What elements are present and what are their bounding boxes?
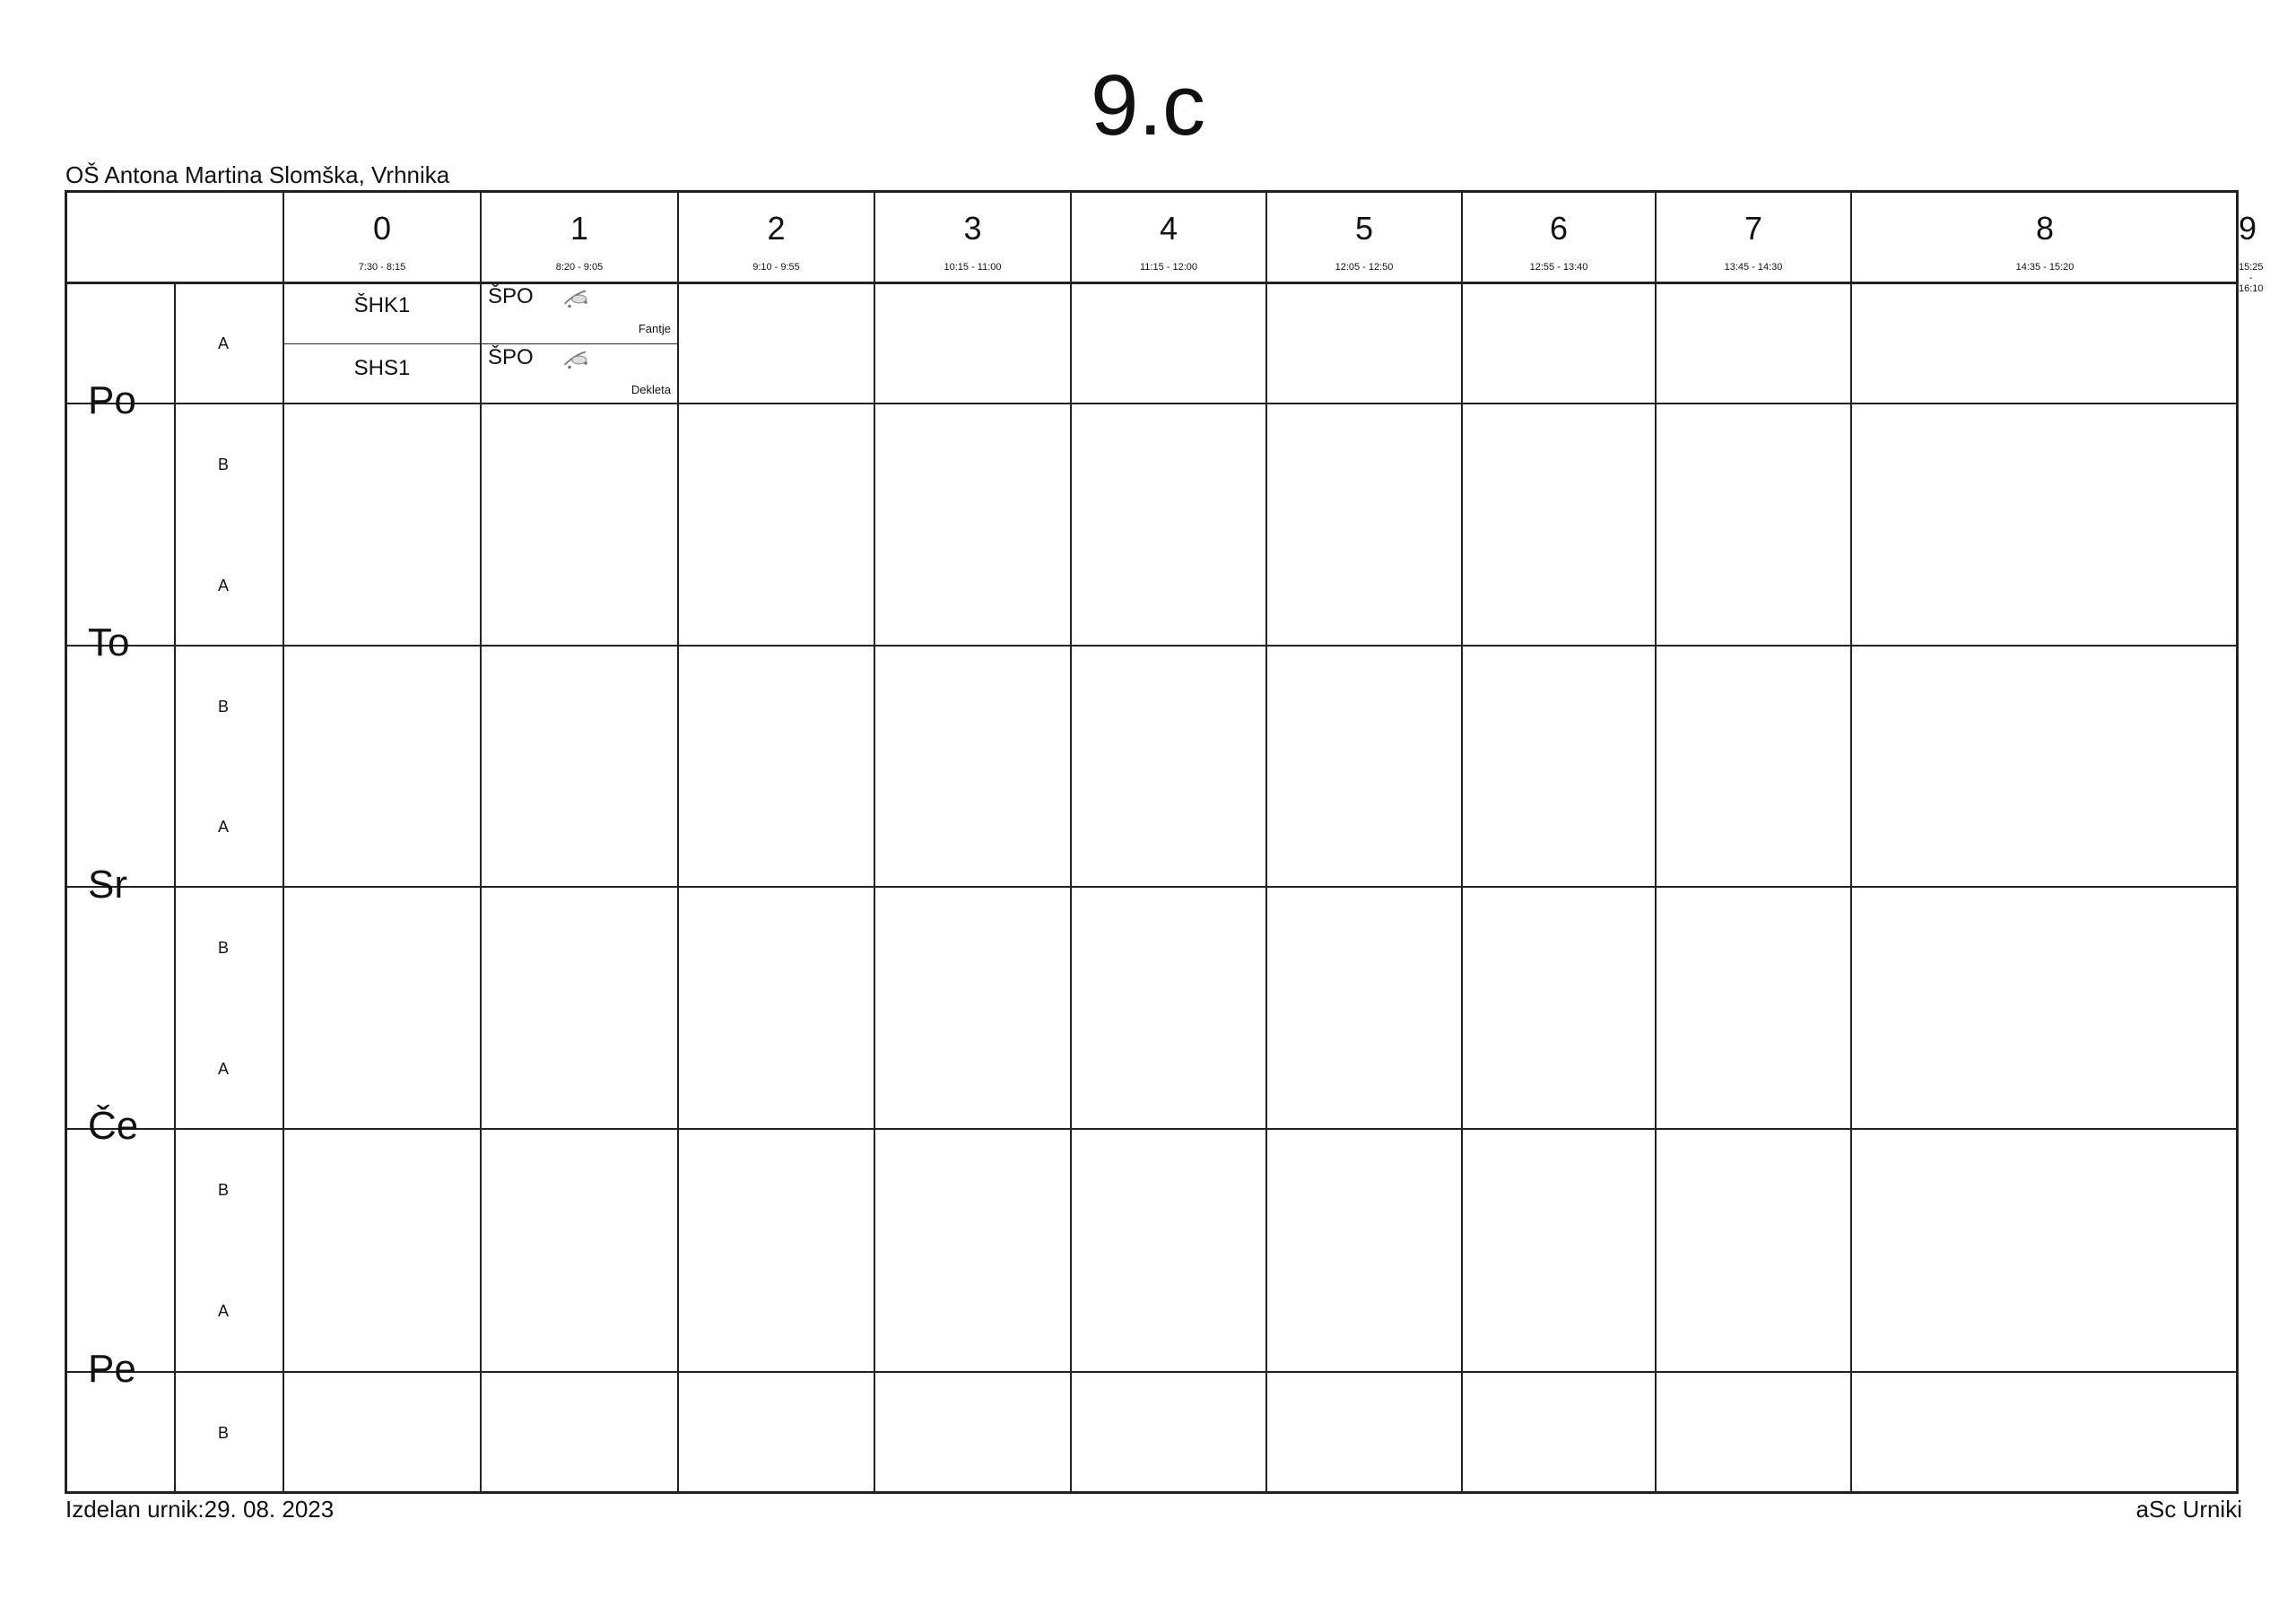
period-time: 9:10 - 9:55: [752, 262, 800, 273]
software-credit: aSc Urniki: [2135, 1496, 2242, 1523]
group-label: B: [218, 697, 230, 716]
period-number: 9: [2239, 210, 2257, 247]
grid-line: [874, 190, 875, 1494]
grid-line: [677, 190, 679, 1494]
created-date: Izdelan urnik:29. 08. 2023: [65, 1496, 335, 1523]
period-time: 12:05 - 12:50: [1335, 262, 1394, 273]
grid-line: [2236, 190, 2239, 1494]
group-label: B: [218, 455, 230, 473]
grid-line: [1461, 190, 1463, 1494]
period-number: 8: [2035, 210, 2055, 247]
grid-line: [65, 190, 67, 1494]
cell-label: Dekleta: [631, 382, 671, 396]
cell-label: Fantje: [638, 322, 671, 335]
period-time: 11:15 - 12:00: [1139, 262, 1197, 273]
grid-line: [283, 343, 481, 344]
period-number: 1: [570, 210, 589, 247]
class-title: 9.c: [1090, 57, 1206, 153]
group-label: A: [218, 334, 230, 352]
period-number: 5: [1354, 210, 1374, 247]
cell-label: SHS1: [353, 355, 411, 380]
period-time: 15:25 - 16:10: [2239, 262, 2264, 294]
skate-icon: [561, 286, 594, 315]
grid-line: [65, 282, 2239, 284]
period-number: 0: [372, 210, 392, 247]
group-label: A: [218, 1059, 230, 1078]
period-number: 2: [767, 210, 786, 247]
period-number: 7: [1744, 210, 1763, 247]
day-label: Po: [88, 378, 136, 422]
grid-line: [174, 282, 176, 1494]
grid-line: [65, 1491, 2239, 1494]
grid-line: [1265, 190, 1267, 1494]
grid-line: [481, 343, 678, 344]
group-label: B: [218, 1180, 230, 1199]
grid-line: [175, 645, 2239, 646]
group-label: B: [218, 938, 230, 957]
cell-label: ŠPO: [488, 344, 534, 369]
day-label: Če: [88, 1104, 139, 1148]
grid-line: [175, 1371, 2239, 1372]
grid-line: [283, 190, 284, 1494]
day-label: To: [88, 621, 130, 664]
day-label: Pe: [88, 1347, 136, 1391]
period-number: 6: [1549, 210, 1569, 247]
grid-line: [1850, 190, 1852, 1494]
skate-icon: [561, 347, 594, 376]
cell-label: ŠHK1: [353, 293, 411, 317]
school-name: OŠ Antona Martina Slomška, Vrhnika: [65, 161, 450, 188]
grid-line: [175, 403, 2239, 404]
period-time: 13:45 - 14:30: [1724, 262, 1783, 273]
grid-line: [175, 1128, 2239, 1129]
grid-line: [175, 886, 2239, 887]
period-time: 8:20 - 9:05: [555, 262, 604, 273]
grid-line: [65, 190, 2239, 193]
cell-label: ŠPO: [488, 284, 534, 308]
group-label: A: [218, 576, 230, 595]
period-number: 3: [963, 210, 982, 247]
timetable-grid: [65, 190, 2264, 1494]
period-time: 14:35 - 15:20: [2015, 262, 2074, 273]
day-label: Sr: [88, 862, 127, 907]
group-label: B: [218, 1424, 230, 1442]
period-time: 12:55 - 13:40: [1529, 262, 1588, 273]
group-label: A: [218, 818, 230, 836]
grid-line: [1655, 190, 1657, 1494]
group-label: A: [218, 1302, 230, 1320]
period-time: 7:30 - 8:15: [358, 262, 406, 273]
grid-line: [1070, 190, 1072, 1494]
period-time: 10:15 - 11:00: [944, 262, 1002, 273]
period-number: 4: [1159, 210, 1178, 247]
